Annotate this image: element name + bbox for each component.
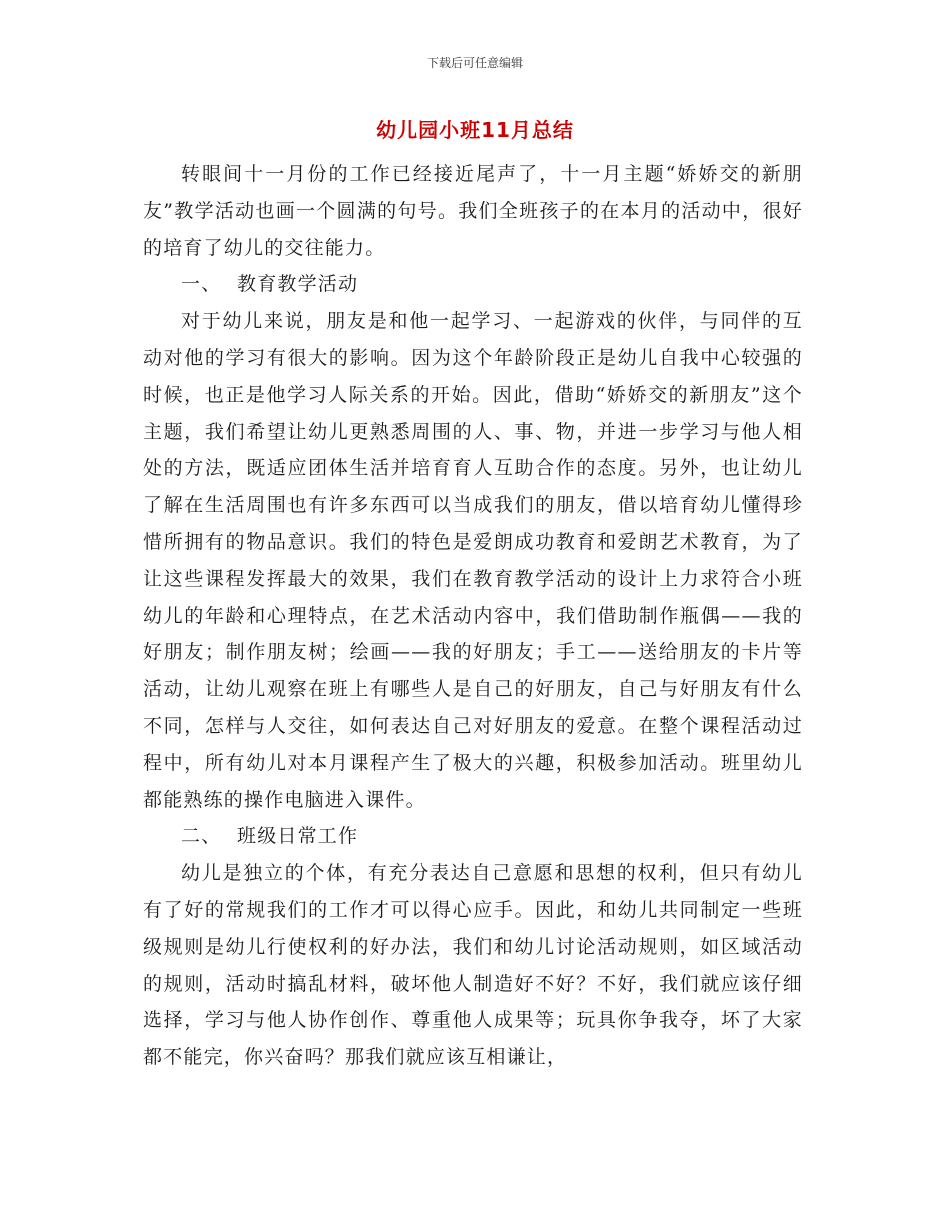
document-body: [143, 156, 803, 1076]
section-number-2: 二、: [181, 825, 222, 848]
intro-paragraph: 转眼间十一月份的工作已经接近尾声了，十一月主题“娇娇交的新朋友”教学活动也画一个圆满的句号。我们全班孩子的在本月的活动中，很好的培育了幼儿的交往能力。: [143, 163, 803, 259]
page-header-note: 下载后可任意编辑: [426, 56, 523, 70]
document-title: 幼儿园小班11月总结: [376, 118, 574, 142]
section-title-2: 班级日常工作: [237, 825, 359, 848]
section-body-2: 幼儿是独立的个体，有充分表达自己意愿和思想的权利，但只有幼儿有了好的常规我们的工作才可以得心应手。因此，和幼儿共同制定一些班级规则是幼儿行使权利的好办法，我们和幼儿讨论活动规则，如区域活动的规则，活动时搞乱材料，破坏他人制造好不好？不好，我们就应该仔细选择，学习与他人协作创作、尊重他人成果等；玩具你争我夺，坏了大家都不能完，你兴奋吗？那我们就应该互相谦让，: [143, 862, 803, 1069]
section-body-1: 对于幼儿来说，朋友是和他一起学习、一起游戏的伙伴，与同伴的互动对他的学习有很大的影响。因为这个年龄阶段正是幼儿自我中心较强的时候，也正是他学习人际关系的开始。因此，借助“娇娇交的新朋友”这个主题，我们希望让幼儿更熟悉周围的人、事、物，并进一步学习与他人相处的方法，既适应团体生活并培育育人互助合作的态度。另外，也让幼儿了解在生活周围也有许多东西可以当成我们的朋友，借以培育幼儿懂得珍惜所拥有的物品意识。我们的特色是爱朗成功教育和爱朗艺术教育，为了让这些课程发挥最大的效果，我们在教育教学活动的设计上力求符合小班幼儿的年龄和心理特点，在艺术活动内容中，我们借助制作瓶偶——我的好朋友；制作朋友树；绘画——我的好朋友；手工——送给朋友的卡片等活动，让幼儿观察在班上有哪些人是自己的好朋友，自己与好朋友有什么不同，怎样与人交往，如何表达自己对好朋友的爱意。在整个课程活动过程中，所有幼儿对本月课程产生了极大的兴趣，积极参加活动。班里幼儿都能熟练的操作电脑进入课件。: [143, 310, 803, 811]
section-title-1: 教育教学活动: [237, 273, 359, 296]
section-heading-1: [143, 266, 803, 303]
section-heading-2: [143, 818, 803, 855]
section-number-1: 一、: [181, 273, 222, 296]
